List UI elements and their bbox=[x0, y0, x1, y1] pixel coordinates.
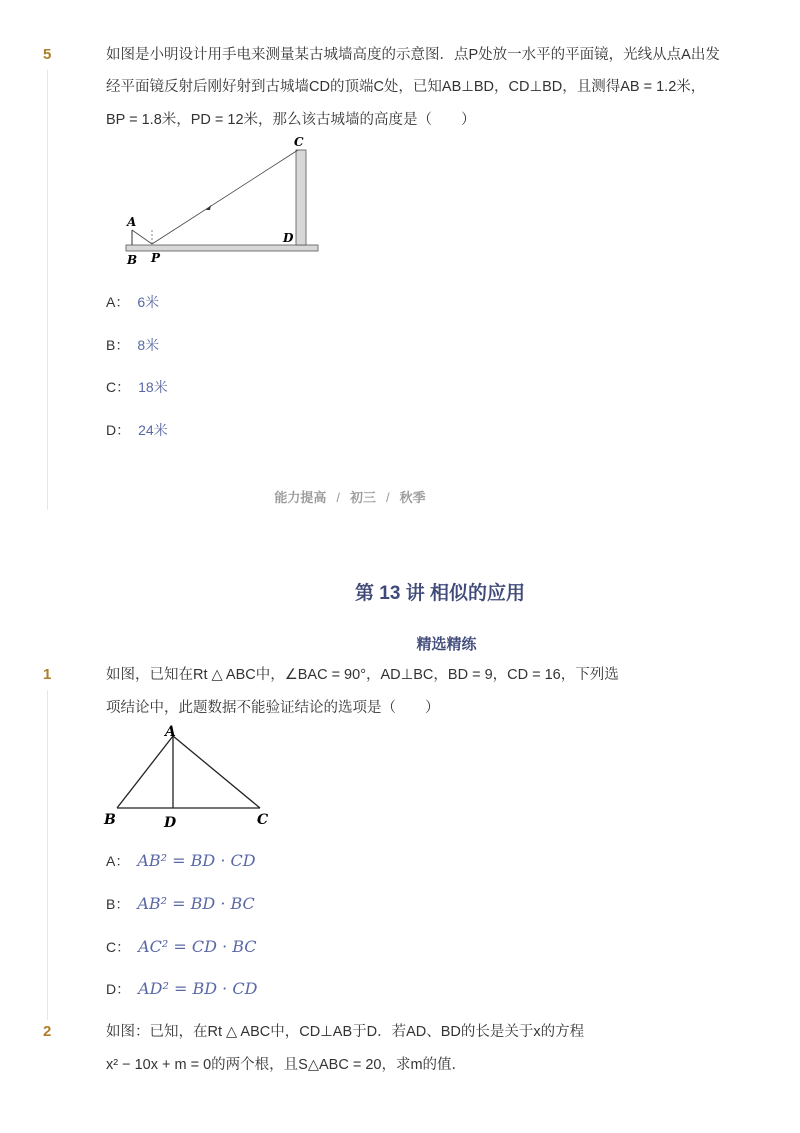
label-d: D bbox=[164, 815, 177, 831]
question-text-line: x² − 10x + m = 0的两个根，且S△ABC = 20，求m的值． bbox=[106, 1057, 467, 1073]
option-a[interactable]: A： AB² = BD · CD bbox=[106, 851, 256, 870]
label-b: B bbox=[127, 253, 138, 267]
lecture-title: 第 13 讲 相似的应用 bbox=[355, 583, 525, 604]
question-text-line: 经平面镜反射后刚好射到古城墙CD的顶端C处，已知AB⊥BD，CD⊥BD，且测得AB = 1.2米， bbox=[106, 79, 706, 95]
wall-cd bbox=[296, 150, 306, 245]
breadcrumb: 能力提高 / 初三 / 秋季 bbox=[274, 490, 426, 505]
question-text-line: 如图，已知在Rt △ ABC中，∠BAC = 90°，AD⊥BC，BD = 9，CD = 16，下列选 bbox=[106, 667, 619, 683]
option-b[interactable]: B： AB² = BD · BC bbox=[106, 894, 255, 913]
question-number: 5 bbox=[43, 46, 52, 63]
question-divider bbox=[47, 70, 48, 510]
question-text-line: 如图：已知，在Rt △ ABC中，CD⊥AB于D．若AD、BD的长是关于x的方程 bbox=[106, 1024, 585, 1040]
side-ab bbox=[117, 736, 173, 808]
option-d[interactable]: D： AD² = BD · CD bbox=[106, 979, 258, 998]
label-c: C bbox=[257, 812, 269, 828]
label-c: C bbox=[294, 135, 304, 149]
question-text-line: 如图是小明设计用手电来测量某古城墙高度的示意图．点P处放一水平的平面镜，光线从点A出发 bbox=[106, 47, 720, 63]
label-b: B bbox=[104, 812, 116, 828]
question-divider bbox=[47, 690, 48, 1020]
label-p: P bbox=[151, 251, 161, 265]
question-number: 1 bbox=[43, 666, 52, 683]
light-ray-ap bbox=[132, 230, 152, 244]
light-ray-pc bbox=[152, 150, 298, 244]
option-b[interactable]: B： 8米 bbox=[106, 337, 160, 353]
side-ac bbox=[173, 736, 260, 808]
label-a: A bbox=[127, 215, 137, 229]
question-number: 2 bbox=[43, 1023, 52, 1040]
right-triangle-figure bbox=[100, 722, 280, 832]
option-a[interactable]: A： 6米 bbox=[106, 294, 160, 310]
question-text-line: 项结论中，此题数据不能验证结论的选项是（ ） bbox=[106, 700, 440, 716]
section-title: 精选精练 bbox=[416, 636, 477, 653]
label-d: D bbox=[283, 231, 294, 245]
mirror-measurement-figure bbox=[118, 132, 330, 270]
ray-arrow bbox=[206, 205, 211, 210]
label-a: A bbox=[165, 724, 176, 740]
option-c[interactable]: C： AC² = CD · BC bbox=[106, 937, 257, 956]
question-text-line: BP = 1.8米，PD = 12米，那么该古城墙的高度是（ ） bbox=[106, 112, 476, 128]
option-d[interactable]: D： 24米 bbox=[106, 422, 168, 438]
option-c[interactable]: C： 18米 bbox=[106, 379, 168, 395]
